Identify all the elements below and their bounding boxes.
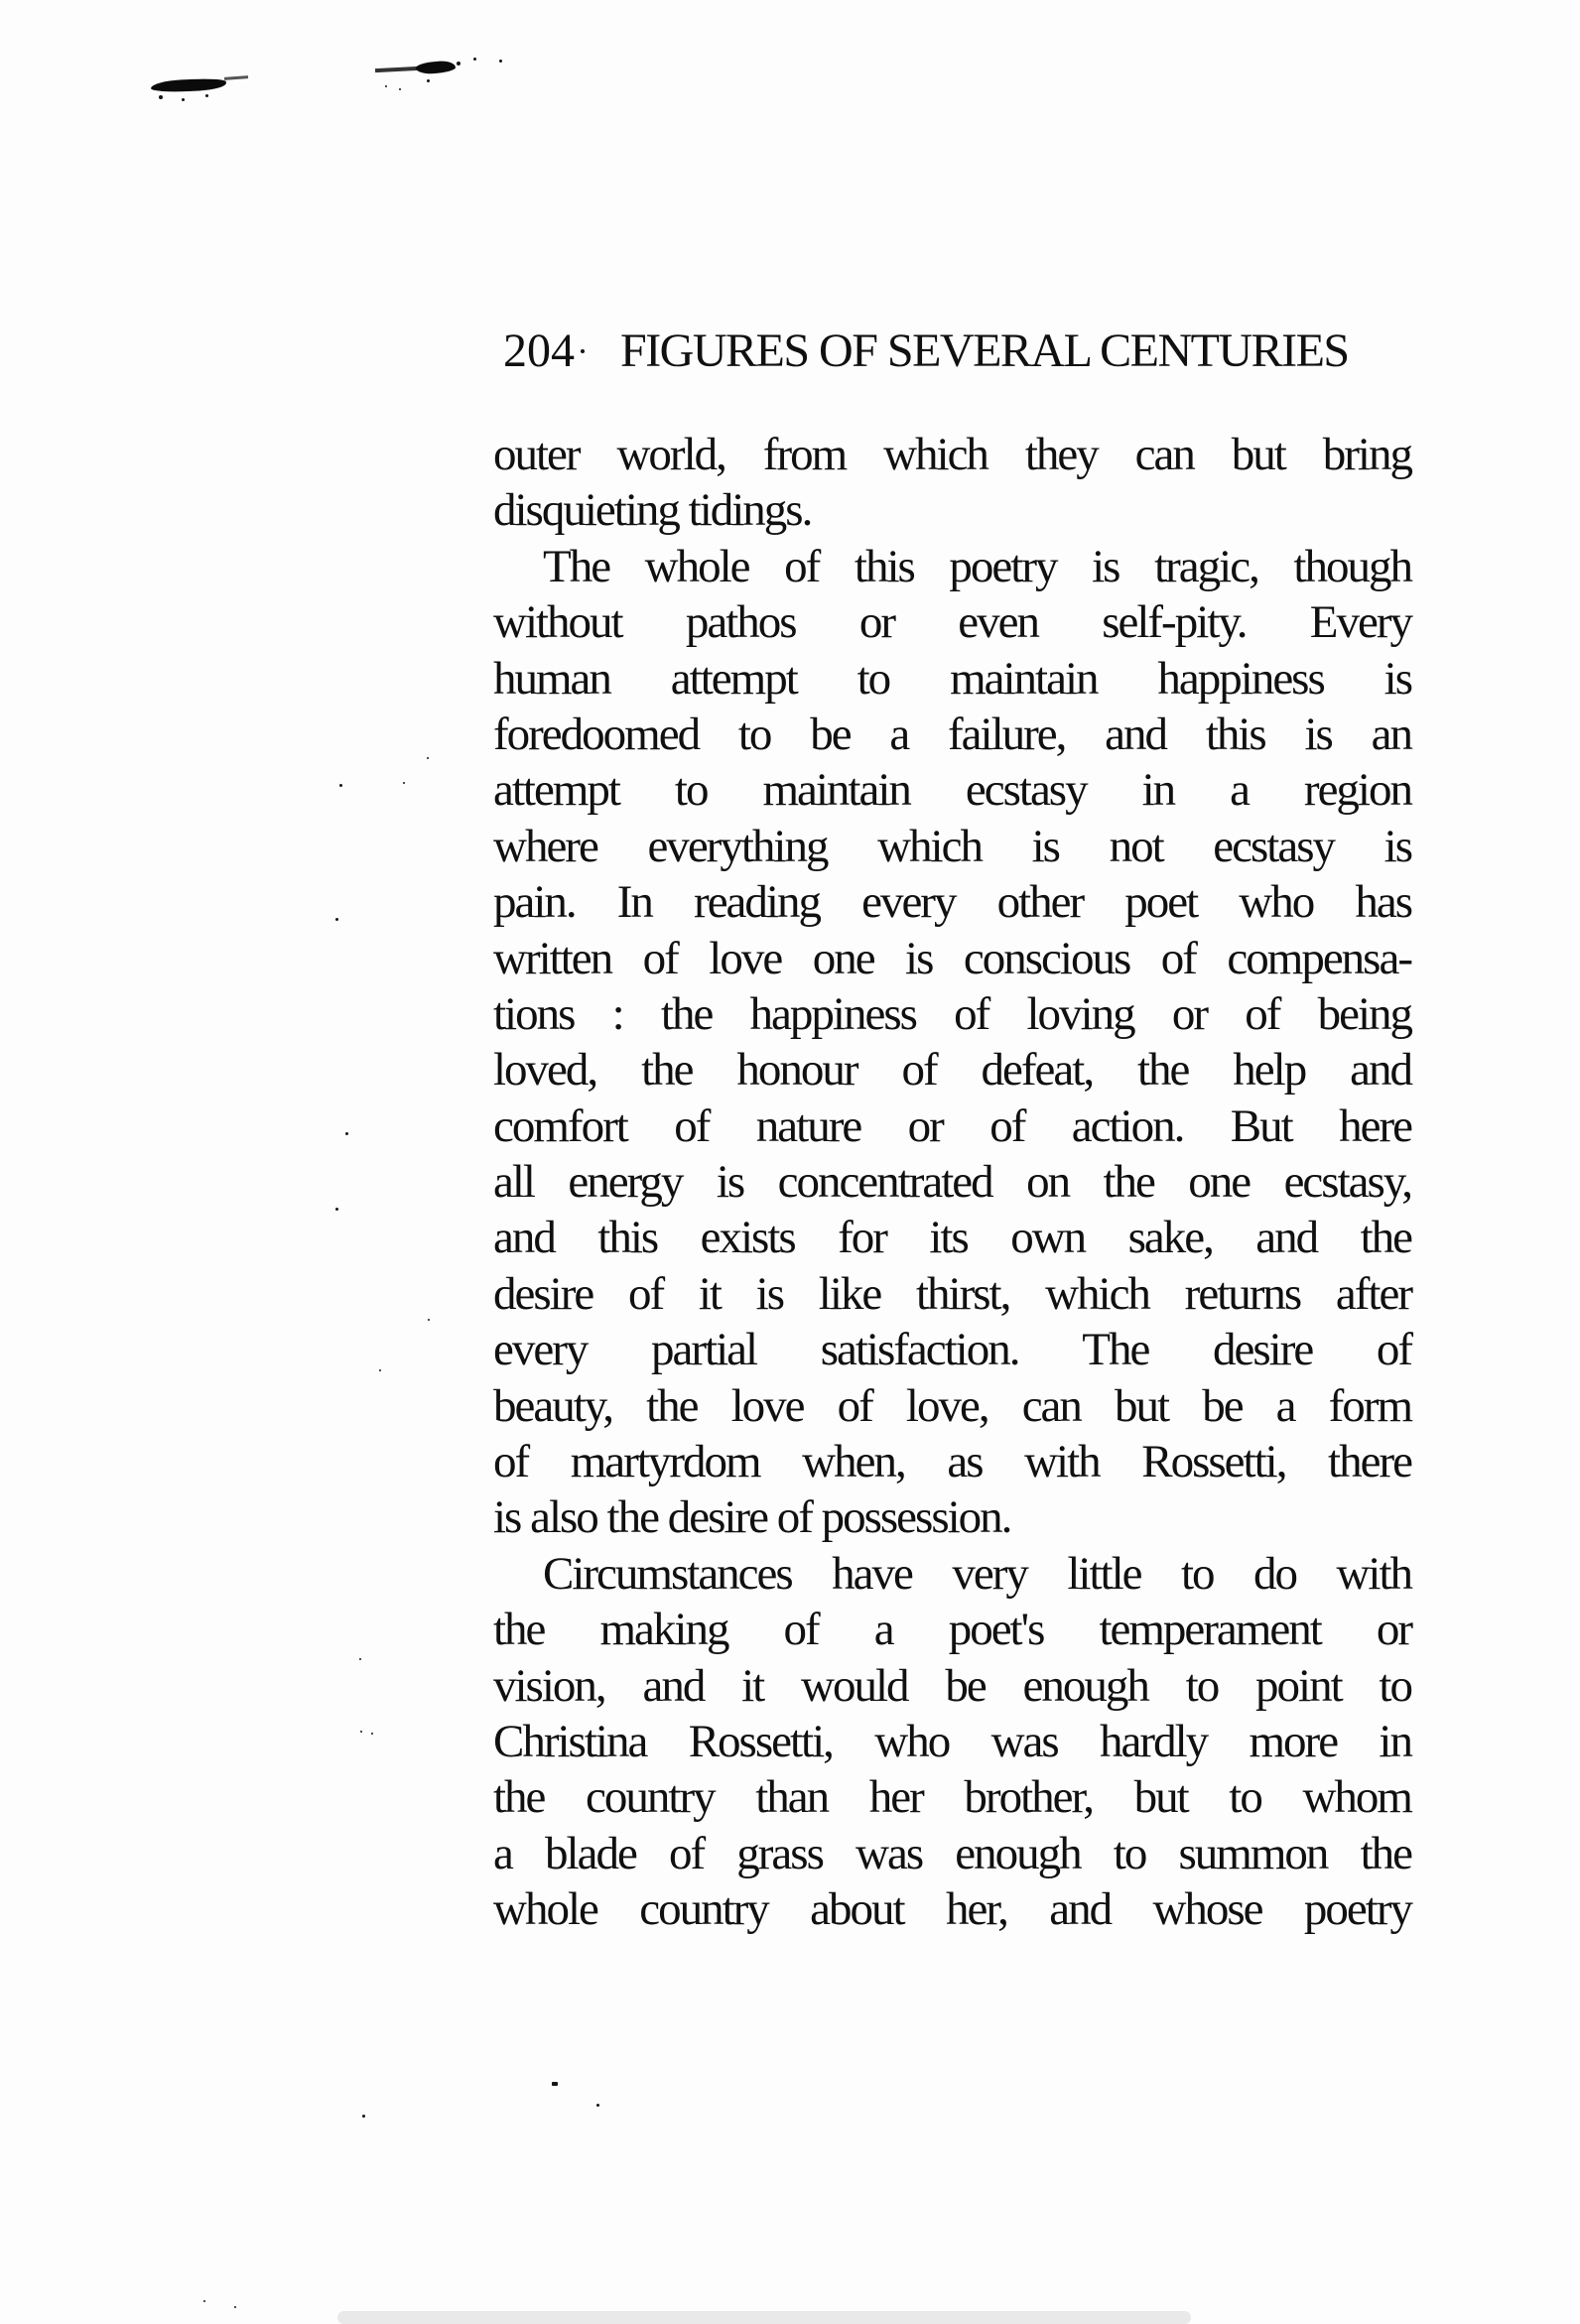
- scan-speck: [428, 1319, 430, 1321]
- text-line: attempt to maintain ecstasy in a region: [493, 764, 1411, 817]
- text-line: written of love one is conscious of compensa-: [493, 932, 1411, 984]
- text-line: comfort of nature or of action. But here: [493, 1099, 1411, 1152]
- running-title: FIGURES OF SEVERAL CENTURIES: [620, 324, 1349, 377]
- scan-speck: [499, 60, 502, 63]
- text-line: outer world, from which they can but bring: [493, 429, 1411, 480]
- ink-smudge-center-tail: [375, 66, 419, 72]
- scan-speck: [359, 1658, 361, 1660]
- scan-speck: [362, 2115, 365, 2118]
- scan-speck: [203, 2300, 205, 2302]
- text-line: disquieting tidings.: [493, 484, 812, 537]
- ink-smudge-left: [151, 77, 227, 93]
- text-line: desire of it is like thirst, which returns after: [493, 1267, 1411, 1320]
- text-line: every partial satisfaction. The desire of: [493, 1324, 1411, 1376]
- text-line: whole country about her, and whose poetry: [493, 1883, 1411, 1936]
- page-header: [493, 323, 1421, 379]
- text-line: Circumstances have very little to do with: [543, 1547, 1411, 1600]
- scan-speck: [379, 1369, 381, 1371]
- text-line: Christina Rossetti, who was hardly more in: [493, 1715, 1411, 1767]
- text-line: is also the desire of possession.: [493, 1491, 1011, 1544]
- scan-speck: [385, 85, 387, 87]
- text-line: loved, the honour of defeat, the help and: [493, 1044, 1411, 1097]
- scan-speck: [552, 2082, 558, 2086]
- scan-speck: [403, 782, 405, 784]
- scan-speck: [596, 2104, 599, 2107]
- text-line: the country than her brother, but to whom: [493, 1771, 1411, 1824]
- text-block: [493, 427, 1411, 1938]
- scan-speck: [371, 1733, 373, 1735]
- text-line: where everything which is not ecstasy is: [493, 820, 1411, 872]
- text-line: of martyrdom when, as with Rossetti, there: [493, 1436, 1411, 1488]
- text-line: a blade of grass was enough to summon the: [493, 1827, 1411, 1879]
- text-line: the making of a poet's temperament or: [493, 1604, 1411, 1656]
- ink-smudge-left-tail: [224, 75, 248, 80]
- text-line: pain. In reading every other poet who has: [493, 876, 1411, 929]
- scan-speck: [345, 1132, 348, 1135]
- text-line: without pathos or even self-pity. Every: [493, 596, 1411, 649]
- scan-speck: [335, 918, 338, 921]
- scan-speck: [234, 2306, 236, 2308]
- scan-speck: [581, 349, 585, 353]
- scan-speck: [339, 784, 342, 787]
- text-line: vision, and it would be enough to point to: [493, 1659, 1411, 1712]
- scan-speck: [399, 88, 401, 90]
- scan-edge-shadow: [337, 2311, 1191, 2324]
- scan-speck: [182, 98, 185, 101]
- text-line: tions : the happiness of loving or of being: [493, 987, 1411, 1040]
- scan-speck: [335, 1208, 338, 1211]
- text-line: foredoomed to be a failure, and this is an: [493, 708, 1411, 760]
- scan-speck: [427, 79, 430, 82]
- text-line: human attempt to maintain happiness is: [493, 652, 1411, 705]
- scan-speck: [457, 62, 461, 65]
- scan-speck: [159, 95, 163, 99]
- ink-smudge-center: [416, 61, 457, 75]
- text-line: all energy is concentrated on the one ecstasy,: [493, 1156, 1411, 1209]
- page-number: 204: [503, 324, 575, 377]
- scan-speck: [473, 58, 476, 61]
- scan-speck: [360, 1731, 362, 1733]
- text-line: and this exists for its own sake, and the: [493, 1212, 1411, 1264]
- text-line: The whole of this poetry is tragic, though: [543, 540, 1411, 592]
- text-line: beauty, the love of love, can but be a form: [493, 1379, 1411, 1432]
- scan-speck: [427, 757, 429, 759]
- scan-speck: [205, 94, 208, 97]
